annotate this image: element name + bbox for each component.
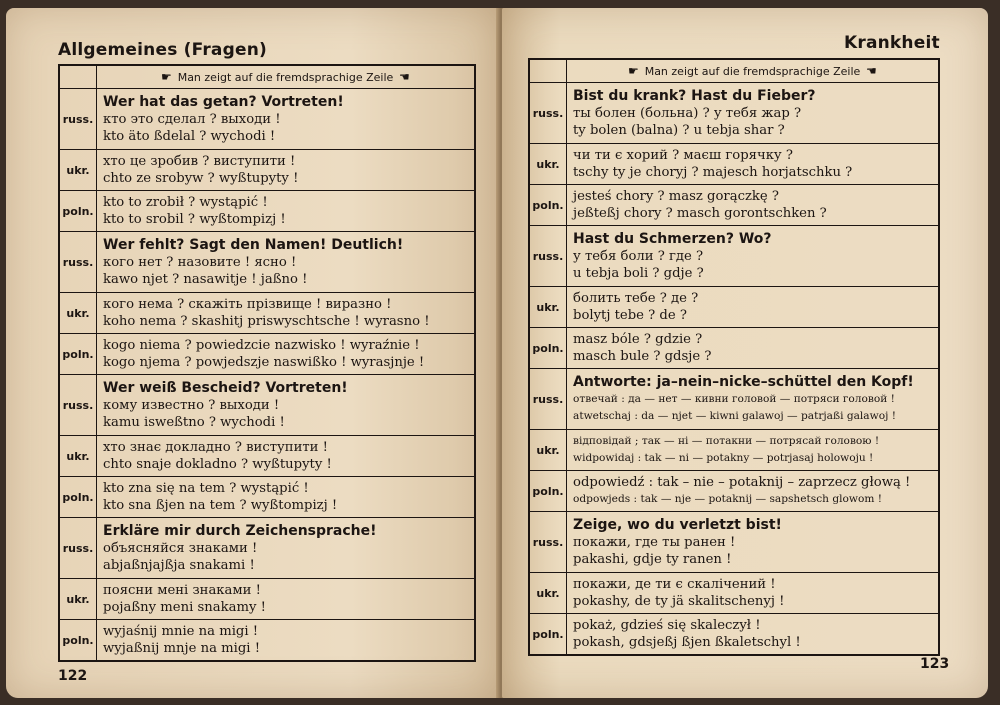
language-label: russ. [59,518,97,579]
phrase-cell [97,375,476,436]
phrase-row [59,334,475,375]
native-script-line: wyjaśnij mnie na migi ! [103,624,259,639]
phrase-row [59,620,475,662]
phrase-cell [97,334,476,375]
native-script-line: поясни мені знаками ! [103,583,261,598]
pointing-hand-icon: ☛ [399,70,411,84]
phrase-cell [567,185,940,226]
pointing-hand-icon: ☛ [627,64,639,78]
german-heading: Wer weiß Bescheid? Vortreten! [103,380,348,396]
phrase-cell [567,226,940,287]
transliteration-line: kamu isweßtno ? wychodi ! [103,415,285,430]
phrase-row [529,226,939,287]
transliteration-line: odpowjeds : tak — nje — potaknij — sapshetsch glowom ! [573,493,883,505]
transliteration-line: masch bule ? gdsje ? [573,349,712,364]
german-heading: Erkläre mir durch Zeichensprache! [103,523,377,539]
transliteration-line: wyjaßnij mnje na migi ! [103,641,260,656]
native-script-line: kogo niema ? powiedzcie nazwisko ! wyraźnie ! [103,338,420,353]
language-label: russ. [529,83,567,144]
phrase-cell [567,614,940,656]
header-spacer [59,65,97,89]
language-label: poln. [529,328,567,369]
native-script-line: kto to zrobił ? wystąpić ! [103,195,268,210]
phrase-cell [97,436,476,477]
native-script-line: відповідай ; так — ні — потакни — потрясай головою ! [573,435,880,447]
phrase-cell [567,573,940,614]
language-label: ukr. [59,150,97,191]
transliteration-line: kto sna ßjen na tem ? wyßtompizj ! [103,498,338,513]
german-heading: Hast du Schmerzen? Wo? [573,231,772,247]
phrase-cell [97,150,476,191]
transliteration-line: chto snaje dokladno ? wyßtupyty ! [103,457,332,472]
phrase-cell [97,620,476,662]
native-script-line: хто це зробив ? виступити ! [103,154,296,169]
native-script-line: jesteś chory ? masz gorączkę ? [573,189,779,204]
phrase-row [59,375,475,436]
phrase-row [59,477,475,518]
phrase-row [59,436,475,477]
right-page-number: 123 [920,656,950,672]
phrase-row [529,83,939,144]
phrase-cell [97,477,476,518]
transliteration-line: pojaßny meni snakamy ! [103,600,266,615]
transliteration-line: kto äto ßdelal ? wychodi ! [103,129,276,144]
transliteration-line: widpowidaj : tak — ni — potakny — potrjasaj holowoju ! [573,452,874,464]
language-label: ukr. [529,430,567,471]
left-page-title: Allgemeines (Fragen) [58,40,267,60]
phrase-cell [97,518,476,579]
phrase-row [59,293,475,334]
table-header [567,59,940,83]
phrase-row [59,232,475,293]
german-heading: Antworte: ja–nein–nicke–schüttel den Kopf! [573,374,914,390]
phrase-row [529,471,939,512]
language-label: ukr. [529,144,567,185]
language-label: poln. [529,471,567,512]
native-script-line: покажи, де ти є скалічений ! [573,577,776,592]
native-script-line: кто это сделал ? выходи ! [103,112,281,127]
phrase-cell [97,191,476,232]
phrase-row [59,191,475,232]
phrase-cell [567,512,940,573]
phrase-cell [567,287,940,328]
phrase-cell [567,144,940,185]
left-page-number: 122 [58,668,88,684]
native-script-line: кого нема ? скажіть прізвище ! виразно ! [103,297,392,312]
language-label: ukr. [59,579,97,620]
phrase-row [529,614,939,656]
transliteration-line: abjaßnjajßja snakami ! [103,558,255,573]
phrase-row [529,573,939,614]
phrase-row [529,185,939,226]
phrase-cell [567,430,940,471]
transliteration-line: tschy ty je choryj ? majesch horjatschku ? [573,165,853,180]
transliteration-line: pokashy, de ty jä skalitschenyj ! [573,594,785,609]
native-script-line: отвечай : да — нет — кивни головой — потряси головой ! [573,393,895,405]
phrase-cell [567,471,940,512]
native-script-line: покажи, где ты ранен ! [573,535,736,550]
header-note: Man zeigt auf die fremdsprachige Zeile [644,65,861,78]
language-label: poln. [529,614,567,656]
language-label: poln. [59,620,97,662]
native-script-line: болить тебе ? де ? [573,291,699,306]
transliteration-line: ty bolen (balna) ? u tebja shar ? [573,123,785,138]
transliteration-line: kogo njema ? powjedszje naswißko ! wyrasjnje ! [103,355,425,370]
language-label: poln. [59,477,97,518]
phrase-row [529,430,939,471]
transliteration-line: kto to srobil ? wyßtompizj ! [103,212,286,227]
phrase-cell [97,293,476,334]
language-label: russ. [529,512,567,573]
native-script-line: кого нет ? назовите ! ясно ! [103,255,297,270]
language-label: ukr. [529,573,567,614]
native-script-line: кому известно ? выходи ! [103,398,280,413]
table-header [97,65,476,89]
pointing-hand-icon: ☛ [160,70,172,84]
native-script-line: pokaż, gdzieś się skaleczył ! [573,618,761,633]
phrase-cell [567,328,940,369]
header-note: Man zeigt auf die fremdsprachige Zeile [177,71,394,84]
transliteration-line: chto ze srobyw ? wyßtupyty ! [103,171,299,186]
german-heading: Wer fehlt? Sagt den Namen! Deutlich! [103,237,404,253]
native-script-line: хто знає докладно ? виступити ! [103,440,328,455]
phrase-cell [567,369,940,430]
language-label: russ. [59,375,97,436]
phrase-cell [97,89,476,150]
native-script-line: odpowiedź : tak – nie – potaknij – zaprzecz głową ! [573,475,911,490]
transliteration-line: pakashi, gdje ty ranen ! [573,552,732,567]
native-script-line: masz bóle ? gdzie ? [573,332,703,347]
phrase-cell [97,232,476,293]
header-spacer [529,59,567,83]
language-label: russ. [529,226,567,287]
language-label: poln. [529,185,567,226]
right-page-title: Krankheit [844,33,940,53]
pointing-hand-icon: ☛ [866,64,878,78]
phrase-row [529,369,939,430]
phrase-row [529,144,939,185]
phrase-row [59,579,475,620]
transliteration-line: jeßteßj chory ? masch gorontschken ? [573,206,827,221]
phrase-cell [567,83,940,144]
transliteration-line: u tebja boli ? gdje ? [573,266,704,281]
phrase-row [529,512,939,573]
language-label: russ. [59,232,97,293]
right-phrase-table [528,58,940,656]
transliteration-line: pokash, gdsjeßj ßjen ßkaletschyl ! [573,635,801,650]
left-phrase-table [58,64,476,662]
german-heading: Zeige, wo du verletzt bist! [573,517,782,533]
native-script-line: объясняйся знаками ! [103,541,258,556]
german-heading: Wer hat das getan? Vortreten! [103,94,344,110]
native-script-line: ты болен (больна) ? у тебя жар ? [573,106,802,121]
phrase-row [529,287,939,328]
transliteration-line: atwetschaj : da — njet — kiwni galawoj — patrjaßi galawoj ! [573,410,896,422]
phrase-row [59,518,475,579]
native-script-line: чи ти є хорий ? маєш горячку ? [573,148,793,163]
german-heading: Bist du krank? Hast du Fieber? [573,88,816,104]
phrase-cell [97,579,476,620]
language-label: poln. [59,191,97,232]
phrase-row [59,150,475,191]
language-label: russ. [529,369,567,430]
transliteration-line: bolytj tebe ? de ? [573,308,687,323]
phrase-row [529,328,939,369]
transliteration-line: kawo njet ? nasawitje ! jaßno ! [103,272,308,287]
language-label: ukr. [529,287,567,328]
language-label: russ. [59,89,97,150]
language-label: ukr. [59,436,97,477]
phrase-row [59,89,475,150]
language-label: ukr. [59,293,97,334]
language-label: poln. [59,334,97,375]
native-script-line: kto zna się na tem ? wystąpić ! [103,481,309,496]
transliteration-line: koho nema ? skashitj priswyschtsche ! wyrasno ! [103,314,430,329]
native-script-line: у тебя боли ? где ? [573,249,704,264]
